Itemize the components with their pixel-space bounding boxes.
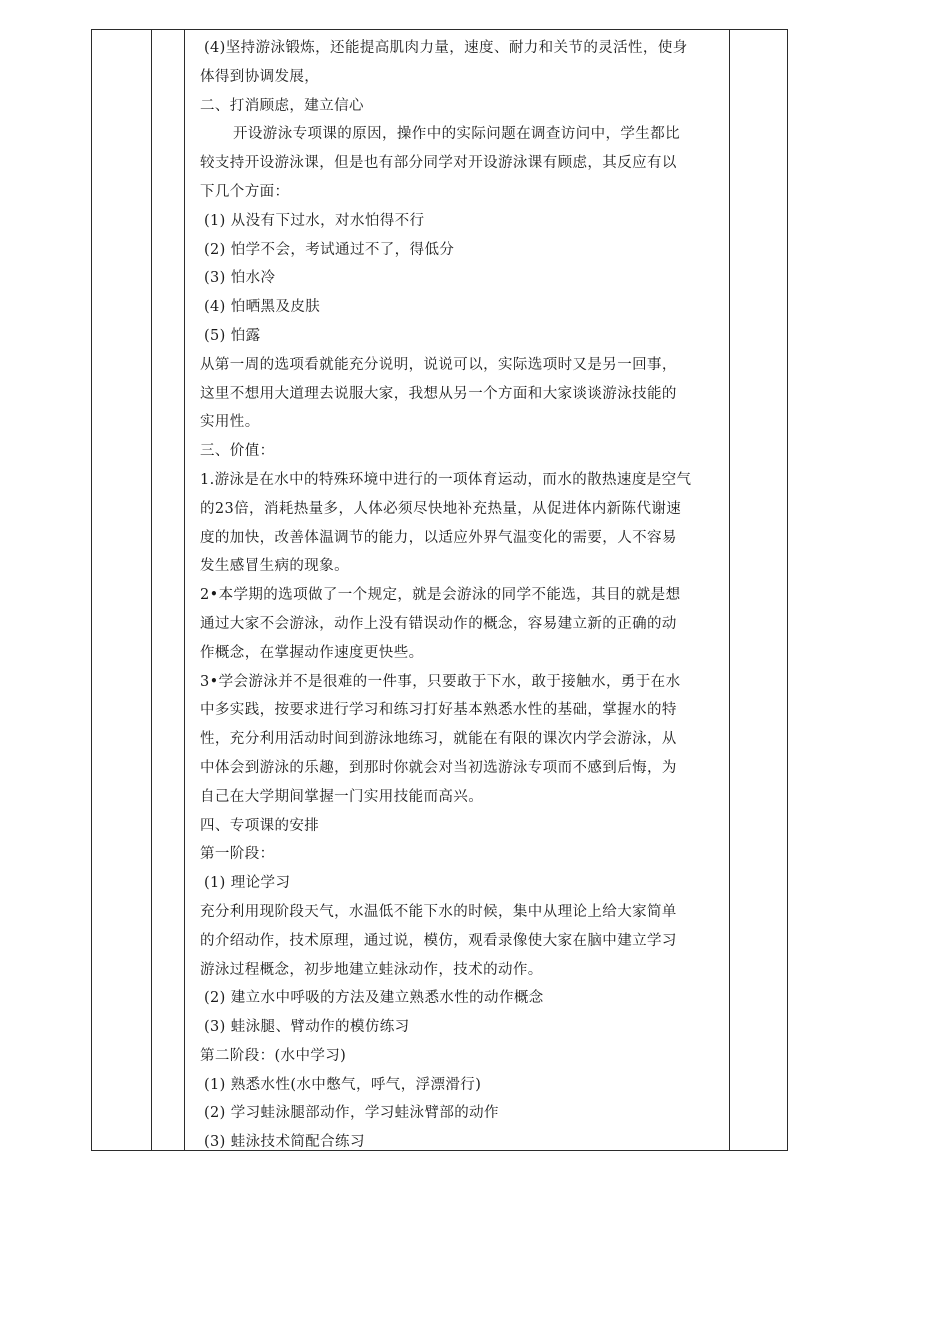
text-line: 游泳过程概念，初步地建立蛙泳动作，技术的动作。 <box>200 961 543 978</box>
text-line: 这里不想用大道理去说服大家，我想从另一个方面和大家谈谈游泳技能的 <box>200 385 677 402</box>
text-line: 体得到协调发展， <box>200 68 320 85</box>
text-line: 第一阶段： <box>200 846 275 863</box>
text-line: 2•本学期的选项做了一个规定，就是会游泳的同学不能选，其目的就是想 <box>200 587 681 604</box>
text-line: 实用性。 <box>200 414 260 431</box>
text-line: (1) 熟悉水性(水中憋气，呼气，浮漂滑行) <box>204 1076 482 1093</box>
text-line: 的介绍动作，技术原理，通过说，模仿，观看录像使大家在脑中建立学习 <box>200 932 677 949</box>
text-line: 下几个方面： <box>200 183 290 200</box>
text-line: (3) 怕水冷 <box>204 270 276 287</box>
text-line: (2) 学习蛙泳腿部动作，学习蛙泳臂部的动作 <box>204 1105 499 1122</box>
text-line: 开设游泳专项课的原因，操作中的实际问题在调查访问中，学生都比 <box>233 126 680 143</box>
text-line: 作概念，在掌握动作速度更快些。 <box>200 644 424 661</box>
text-line: 从第一周的选项看就能充分说明，说说可以，实际选项时又是另一回事， <box>200 356 677 373</box>
text-line: (4) 怕晒黑及皮肤 <box>204 299 321 316</box>
text-line: (5) 怕露 <box>204 327 261 344</box>
text-line: (3) 蛙泳腿、臂动作的模仿练习 <box>204 1019 410 1036</box>
text-line: 较支持开设游泳课，但是也有部分同学对开设游泳课有顾虑，其反应有以 <box>200 155 677 172</box>
text-line: 3•学会游泳并不是很难的一件事，只要敢于下水，敢于接触水，勇于在水 <box>200 673 681 690</box>
text-line: 1.游泳是在水中的特殊环境中进行的一项体育运动，而水的散热速度是空气 <box>200 471 692 488</box>
document-table <box>91 29 788 1151</box>
text-line: 通过大家不会游泳，动作上没有错误动作的概念，容易建立新的正确的动 <box>200 615 677 632</box>
text-line: 二、打消顾虑，建立信心 <box>200 97 364 114</box>
text-line: (1) 理论学习 <box>204 875 291 892</box>
document-body-text <box>200 34 728 1157</box>
text-line: (3) 蛙泳技术简配合练习 <box>204 1134 365 1151</box>
text-line: 自己在大学期间掌握一门实用技能而高兴。 <box>200 788 484 805</box>
text-line: 中多实践，按要求进行学习和练习打好基本熟悉水性的基础，掌握水的特 <box>200 702 677 719</box>
text-line: 四、专项课的安排 <box>200 817 320 834</box>
text-line: 的23倍，消耗热量多，人体必须尽快地补充热量，从促进体内新陈代谢速 <box>200 500 682 517</box>
text-line: 三、价值： <box>200 443 275 460</box>
text-line: (2) 建立水中呼吸的方法及建立熟悉水性的动作概念 <box>204 990 544 1007</box>
text-line: 充分利用现阶段天气，水温低不能下水的时候，集中从理论上给大家简单 <box>200 903 677 920</box>
text-line: 第二阶段：(水中学习) <box>200 1047 347 1064</box>
text-line: 发生感冒生病的现象。 <box>200 558 349 575</box>
text-line: (1) 从没有下过水，对水怕得不行 <box>204 212 425 229</box>
text-line: (4)坚持游泳锻炼，还能提高肌肉力量，速度、耐力和关节的灵活性，使身 <box>204 40 688 56</box>
table-column-divider <box>184 30 185 1150</box>
text-line: (2) 怕学不会，考试通过不了，得低分 <box>204 241 455 258</box>
table-column-divider <box>729 30 730 1150</box>
text-line: 中体会到游泳的乐趣，到那时你就会对当初选游泳专项而不感到后悔，为 <box>200 759 677 776</box>
text-line: 度的加快，改善体温调节的能力，以适应外界气温变化的需要，人不容易 <box>200 529 677 546</box>
table-column-divider <box>151 30 152 1150</box>
text-line: 性，充分利用活动时间到游泳地练习，就能在有限的课次内学会游泳，从 <box>200 731 677 748</box>
